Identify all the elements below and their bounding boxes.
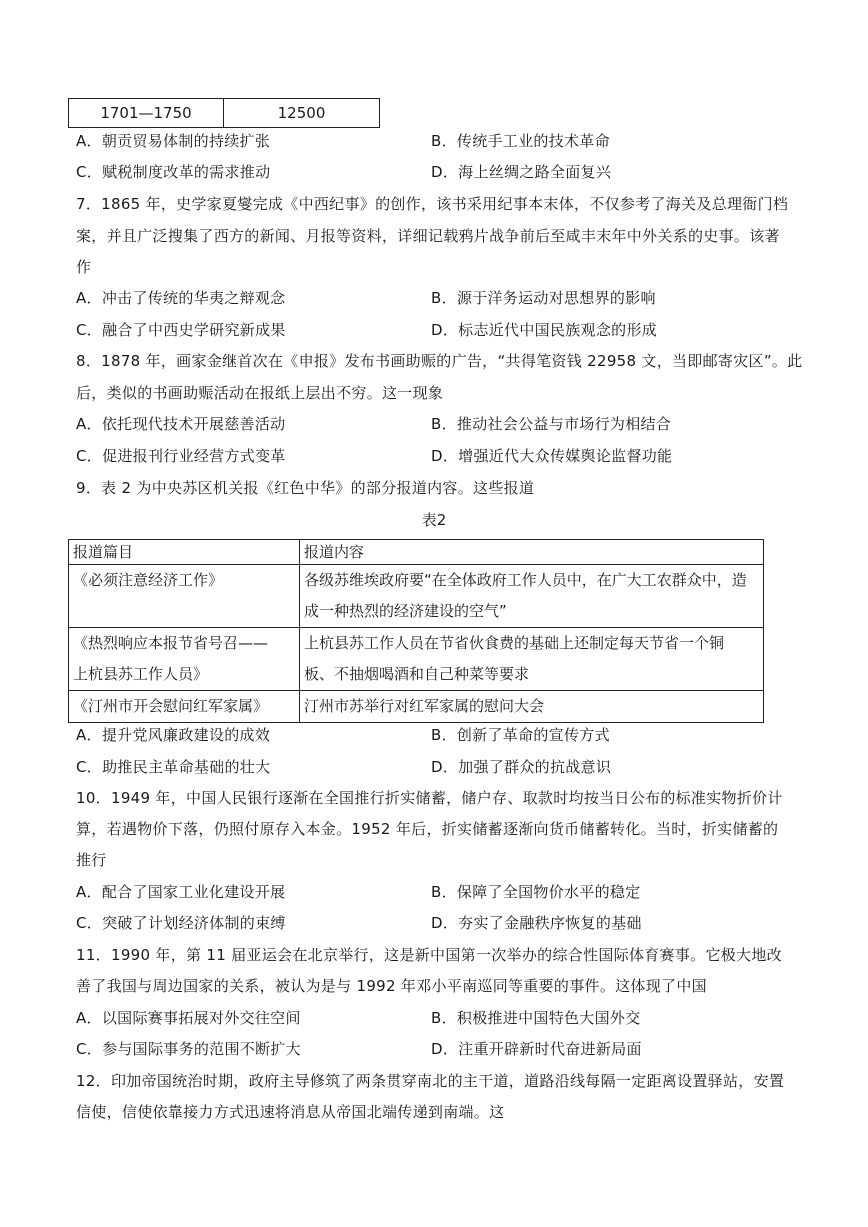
row-3-title — [69, 691, 300, 723]
row-1-title — [69, 565, 300, 628]
q8-stem-line-2: 后，类似的书画助赈活动在报纸上层出不穷。这一现象 — [76, 384, 444, 402]
table-caption: 表2 — [421, 511, 447, 529]
q8-option-c: C．促进报刊行业经营方式变革 — [76, 447, 286, 465]
q10-option-d: D．夯实了金融秩序恢复的基础 — [431, 914, 642, 932]
row-2-content-line-1: 上杭县苏工作人员在节省伙食费的基础上还制定每天节省一个铜 — [304, 634, 725, 652]
q11-option-b: B．积极推进中国特色大国外交 — [431, 1009, 641, 1027]
table-row — [69, 691, 764, 723]
table-row — [69, 565, 764, 628]
table-row — [69, 99, 380, 128]
q11-stem-line-1: 11．1990 年，第 11 届亚运会在北京举行，这是新中国第一次举办的综合性国际体育赛事。它极大地改 — [76, 946, 782, 964]
q7-stem-line-2: 案，并且广泛搜集了西方的新闻、月报等资料，详细记载鸦片战争前后至咸丰末年中外关系的史事。该著 — [76, 227, 780, 245]
header-content: 报道内容 — [300, 540, 764, 565]
q10-option-b: B．保障了全国物价水平的稳定 — [431, 883, 641, 901]
value-cell: 12500 — [224, 99, 380, 128]
q12-stem-line-1: 12．印加帝国统治时期，政府主导修筑了两条贯穿南北的主干道，道路沿线每隔一定距离设置驿站，安置 — [76, 1072, 785, 1090]
row-2-title-line-2: 上杭县苏工作人员》 — [73, 665, 209, 683]
q9-option-b: B．创新了革命的宣传方式 — [431, 726, 610, 744]
q6-option-b: B．传统手工业的技术革命 — [431, 132, 610, 150]
header-title: 报道篇目 — [69, 540, 300, 565]
q6-option-c: C．赋税制度改革的需求推动 — [76, 163, 271, 181]
q8-option-d: D．增强近代大众传媒舆论监督功能 — [431, 447, 673, 465]
q8-option-b: B．推动社会公益与市场行为相结合 — [431, 415, 672, 433]
row-2-title — [69, 628, 300, 691]
q9-option-c: C．助推民主革命基础的壮大 — [76, 758, 271, 776]
q7-stem-line-1: 7．1865 年，史学家夏燮完成《中西纪事》的创作，该书采用纪事本末体，不仅参考了海关及总理衙门档 — [76, 195, 789, 213]
q12-stem-line-2: 信使，信使依靠接力方式迅速将消息从帝国北端传递到南端。这 — [76, 1103, 505, 1121]
q11-option-d: D．注重开辟新时代奋进新局面 — [431, 1040, 642, 1058]
row-3-content — [300, 691, 764, 723]
period-data-table — [68, 98, 380, 128]
row-2-title-line-1: 《热烈响应本报节省号召—— — [73, 634, 269, 652]
q10-option-a: A．配合了国家工业化建设开展 — [76, 883, 286, 901]
q10-stem-line-1: 10．1949 年，中国人民银行逐渐在全国推行折实储蓄，储户存、取款时均按当日公布的标准实物折价计 — [76, 789, 783, 807]
q9-option-d: D．加强了群众的抗战意识 — [431, 758, 612, 776]
q9-option-a: A．提升党风廉政建设的成效 — [76, 726, 271, 744]
row-1-content — [300, 565, 764, 628]
q11-option-a: A．以国际赛事拓展对外交往空间 — [76, 1009, 301, 1027]
row-3-content-line-1: 汀州市苏举行对红军家属的慰问大会 — [304, 697, 545, 715]
q7-option-d: D．标志近代中国民族观念的形成 — [431, 321, 658, 339]
q6-option-d: D．海上丝绸之路全面复兴 — [431, 163, 612, 181]
row-1-content-line-1: 各级苏维埃政府要“在全体政府工作人员中，在广大工农群众中，造 — [304, 571, 747, 589]
q8-option-a: A．依托现代技术开展慈善活动 — [76, 415, 286, 433]
period-cell: 1701—1750 — [69, 99, 224, 128]
q7-option-a: A．冲击了传统的华夷之辩观念 — [76, 289, 286, 307]
q7-stem-line-3: 作 — [76, 258, 92, 276]
q7-option-b: B．源于洋务运动对思想界的影响 — [431, 289, 656, 307]
q6-option-a: A．朝贡贸易体制的持续扩张 — [76, 132, 271, 150]
q11-stem-line-2: 善了我国与周边国家的关系，被认为是与 1992 年邓小平南巡同等重要的事件。这体现了中国 — [76, 977, 707, 995]
table-row — [69, 628, 764, 691]
row-2-content-line-2: 板、不抽烟喝酒和自己种菜等要求 — [304, 665, 530, 683]
row-2-content — [300, 628, 764, 691]
report-table — [68, 539, 764, 723]
table-header-row — [69, 540, 764, 565]
q10-stem-line-3: 推行 — [76, 851, 107, 869]
q10-option-c: C．突破了计划经济体制的束缚 — [76, 914, 286, 932]
row-1-title-line-1: 《必须注意经济工作》 — [73, 571, 224, 589]
q11-option-c: C．参与国际事务的范围不断扩大 — [76, 1040, 301, 1058]
row-3-title-line-1: 《汀州市开会慰问红军家属》 — [73, 697, 269, 715]
q8-stem-line-1: 8．1878 年，画家金继首次在《申报》发布书画助赈的广告，“共得笔资钱 22958 文，当即邮寄灾区”。此 — [76, 352, 803, 370]
q9-stem-line-1: 9．表 2 为中央苏区机关报《红色中华》的部分报道内容。这些报道 — [76, 479, 535, 497]
row-1-content-line-2: 成一种热烈的经济建设的空气” — [304, 602, 507, 620]
q7-option-c: C．融合了中西史学研究新成果 — [76, 321, 286, 339]
q10-stem-line-2: 算，若遇物价下落，仍照付原存入本金。1952 年后，折实储蓄逐渐向货币储蓄转化。当时，折实储蓄的 — [76, 820, 779, 838]
